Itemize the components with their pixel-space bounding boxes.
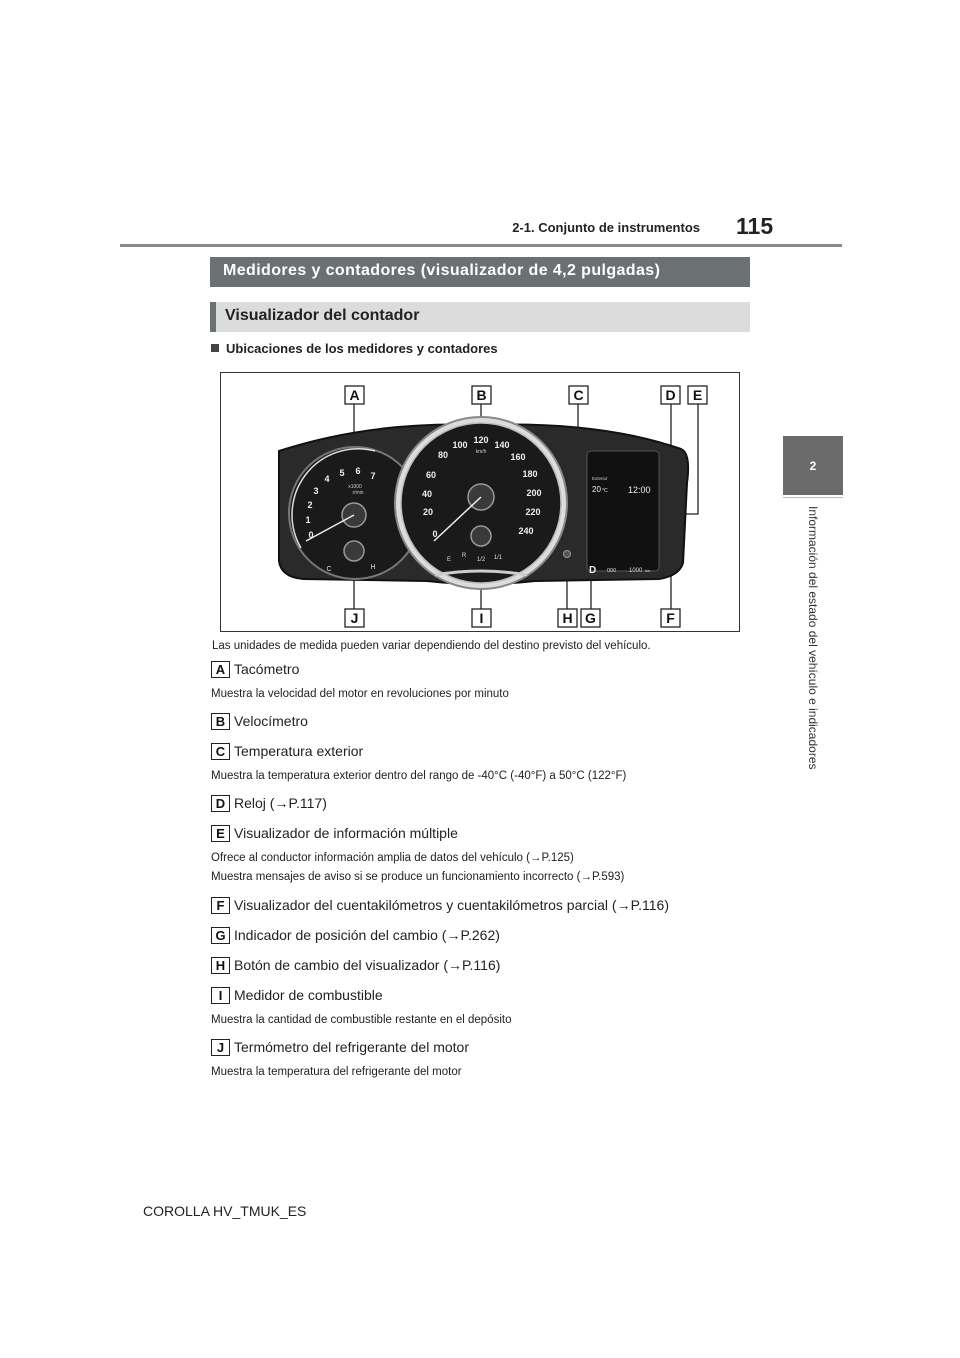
- fuel-gauge-hub: [471, 526, 491, 546]
- speedometer-tick-label: 200: [526, 488, 542, 498]
- fuel-full-label: 1/1: [493, 555, 503, 561]
- item-letter: E: [211, 825, 230, 842]
- footer-model-code: COROLLA HV_TMUK_ES: [143, 1203, 307, 1219]
- main-title: Medidores y contadores (visualizador de 4,2 pulgadas): [223, 262, 661, 279]
- item-letter: C: [211, 743, 230, 760]
- callout-letter-d: D: [665, 387, 676, 403]
- tachometer-unit-rpm: r/min: [352, 490, 364, 496]
- display-change-button: [564, 551, 571, 558]
- coolant-gauge-hub: [344, 541, 364, 561]
- fuel-empty-label: E: [446, 557, 452, 563]
- item-e: [211, 823, 458, 843]
- speedometer-tick-label: 120: [473, 435, 489, 445]
- item-letter: H: [211, 957, 230, 974]
- item-g: [211, 925, 500, 945]
- exterior-temp-value: 20: [592, 485, 601, 494]
- item-letter: J: [211, 1039, 230, 1056]
- sub-title: Visualizador del contador: [225, 307, 420, 324]
- chapter-divider: [783, 497, 843, 498]
- header-divider: [120, 244, 842, 247]
- section-heading: 2-1. Conjunto de instrumentos: [512, 220, 700, 235]
- chapter-title: Información del estado del vehículo e indicadores: [806, 506, 820, 770]
- callout-letter-h: H: [562, 610, 573, 626]
- speedometer-tick-label: 60: [425, 470, 437, 480]
- callout-letter-g: G: [585, 610, 596, 626]
- item-description: Muestra la velocidad del motor en revoluciones por minuto: [211, 688, 509, 700]
- item-description: Muestra la temperatura del refrigerante del motor: [211, 1066, 462, 1078]
- item-label: Reloj (→P.117): [234, 795, 327, 811]
- speedometer-tick-label: 0: [432, 529, 438, 539]
- chapter-tab[interactable]: 2: [783, 436, 843, 495]
- tachometer-unit: x1000: [348, 484, 362, 490]
- subsection-title: Ubicaciones de los medidores y contadores: [226, 341, 498, 356]
- sub-title-bar: [210, 302, 750, 332]
- item-label: Tacómetro: [234, 661, 300, 677]
- callout-letter-i: I: [479, 610, 484, 626]
- square-bullet-icon: [211, 344, 219, 352]
- units-note: Las unidades de medida pueden variar dependiendo del destino previsto del vehículo.: [212, 640, 651, 652]
- speedometer-tick-label: 140: [494, 440, 510, 450]
- item-label: Visualizador de información múltiple: [234, 825, 458, 841]
- item-letter: D: [211, 795, 230, 812]
- tachometer-tick-label: 6: [355, 466, 361, 476]
- instrument-cluster-illustration: [221, 373, 739, 631]
- item-label: Indicador de posición del cambio (→P.262): [234, 927, 500, 943]
- item-description: Muestra mensajes de aviso si se produce un funcionamiento incorrecto (→P.593): [211, 871, 625, 883]
- item-label: Medidor de combustible: [234, 987, 383, 1003]
- speedometer-tick-label: 100: [452, 440, 468, 450]
- speedometer-tick-label: 20: [422, 507, 434, 517]
- exterior-temp-unit: °C: [602, 488, 608, 494]
- clock-display: 12:00: [628, 485, 651, 495]
- item-letter: I: [211, 987, 230, 1004]
- tachometer-tick-label: 7: [370, 471, 376, 481]
- speedometer-unit: km/h: [475, 449, 487, 455]
- item-description: Ofrece al conductor información amplia de datos del vehículo (→P.125): [211, 852, 574, 864]
- odometer-unit: km: [645, 568, 651, 573]
- item-letter: A: [211, 661, 230, 678]
- item-a: [211, 659, 299, 679]
- item-f: [211, 895, 669, 915]
- odometer-display: 1000: [629, 568, 643, 574]
- speedometer-tick-label: 80: [437, 450, 449, 460]
- item-description: Muestra la cantidad de combustible restante en el depósito: [211, 1014, 512, 1026]
- speedometer-tick-label: 240: [518, 526, 534, 536]
- trip-meter-display: 000: [607, 568, 617, 574]
- page-number: 115: [736, 213, 774, 239]
- callout-letter-j: J: [350, 610, 359, 626]
- callout-letter-b: B: [476, 387, 487, 403]
- callout-letter-e: E: [692, 387, 703, 403]
- item-label: Botón de cambio del visualizador (→P.116): [234, 957, 501, 973]
- gear-position-display: D: [589, 565, 597, 576]
- tachometer-tick-label: 4: [324, 474, 330, 484]
- item-j: [211, 1037, 469, 1057]
- coolant-cold-label: C: [326, 566, 332, 573]
- multi-info-display: [587, 451, 659, 571]
- item-letter: G: [211, 927, 230, 944]
- item-label: Velocímetro: [234, 713, 308, 729]
- main-title-bar: [210, 257, 750, 287]
- tachometer-tick-label: 1: [305, 515, 311, 525]
- tachometer-tick-label: 0: [308, 530, 314, 540]
- fuel-half-label: 1/2: [476, 557, 486, 563]
- item-letter: F: [211, 897, 230, 914]
- tachometer-tick-label: 5: [339, 468, 345, 478]
- item-description: Muestra la temperatura exterior dentro del rango de -40°C (-40°F) a 50°C (122°F): [211, 770, 627, 782]
- callout-letter-c: C: [573, 387, 584, 403]
- callout-letter-f: F: [666, 610, 675, 626]
- exterior-label: Exterior: [592, 476, 608, 481]
- tachometer-tick-label: 2: [307, 500, 313, 510]
- instrument-cluster-figure: [220, 372, 740, 632]
- tachometer-tick-label: 3: [313, 486, 319, 496]
- item-h: [211, 955, 500, 975]
- subsection-heading: [211, 341, 498, 356]
- speedometer-tick-label: 180: [522, 469, 538, 479]
- item-c: [211, 741, 363, 761]
- fuel-reserve-label: R: [461, 553, 467, 559]
- item-label: Termómetro del refrigerante del motor: [234, 1039, 469, 1055]
- item-b: [211, 711, 308, 731]
- item-letter: B: [211, 713, 230, 730]
- speedometer-tick-label: 220: [525, 507, 541, 517]
- speedometer-tick-label: 160: [510, 452, 526, 462]
- coolant-hot-label: H: [370, 564, 376, 571]
- item-i: [211, 985, 383, 1005]
- callout-letter-a: A: [349, 387, 360, 403]
- speedometer-tick-label: 40: [421, 489, 433, 499]
- item-d: [211, 793, 327, 813]
- item-label: Visualizador del cuentakilómetros y cuentakilómetros parcial (→P.116): [234, 897, 669, 913]
- item-label: Temperatura exterior: [234, 743, 364, 759]
